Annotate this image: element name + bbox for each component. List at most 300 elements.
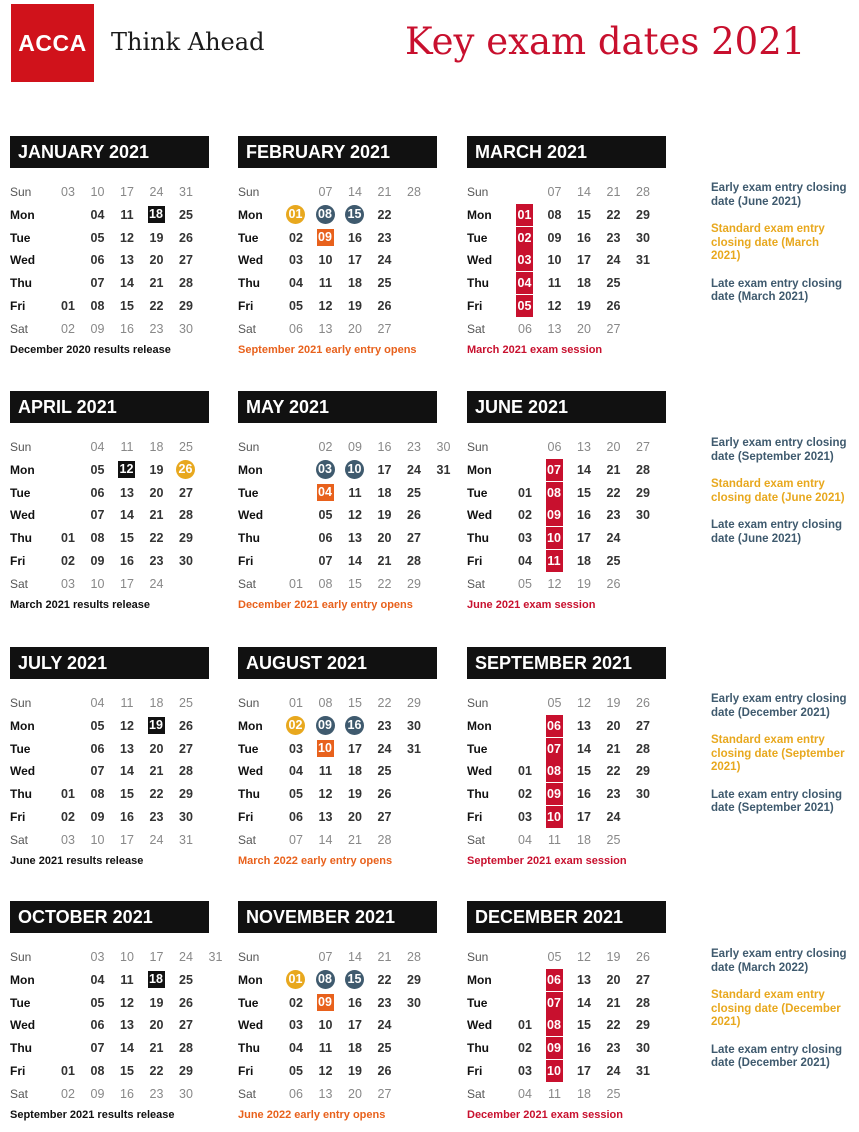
date-cell: 06	[289, 810, 303, 824]
month-august-2021	[238, 647, 448, 867]
date-cell: 21	[606, 462, 621, 477]
week-row-mon	[238, 459, 468, 481]
date-standard: 10	[318, 740, 332, 755]
date-cell: 21	[606, 995, 621, 1010]
date-cell: 17	[348, 253, 362, 268]
date-cell: 06	[90, 485, 105, 500]
date-cell: 28	[179, 1041, 193, 1056]
date-cell: 26	[377, 299, 392, 313]
date-cell: 28	[636, 462, 650, 477]
date-cell: 30	[636, 508, 650, 523]
week-row-tue	[467, 227, 697, 249]
day-label: Mon	[10, 462, 35, 477]
date-session: 09	[546, 1037, 563, 1059]
date-cell: 26	[407, 508, 421, 523]
day-label: Thu	[467, 1041, 489, 1056]
week-row-wed	[238, 249, 468, 271]
week-row-sun	[467, 436, 697, 458]
week-row-sat	[238, 573, 468, 595]
date-cell: 14	[120, 764, 134, 779]
day-label: Thu	[467, 276, 489, 291]
day-label: Wed	[10, 253, 36, 268]
date-cell: 11	[548, 832, 561, 847]
date-cell: 03	[518, 810, 532, 824]
date-cell: 10	[90, 576, 105, 591]
date-session: 03	[516, 249, 533, 271]
date-cell: 01	[518, 764, 532, 779]
date-late: 09	[316, 716, 335, 735]
date-cell: 21	[606, 741, 621, 756]
date-cell: 19	[377, 508, 392, 523]
month-january-2021	[10, 136, 220, 356]
week-row-tue	[10, 227, 240, 249]
date-cell: 21	[606, 185, 621, 199]
date-cell: 29	[407, 972, 421, 987]
date-cell: 08	[90, 787, 105, 802]
day-label: Sat	[238, 321, 257, 336]
date-cell: 26	[179, 995, 193, 1010]
date-cell: 21	[149, 764, 164, 779]
date-cell: 01	[61, 1064, 75, 1078]
date-cell: 20	[149, 1018, 164, 1033]
date-cell: 05	[90, 718, 105, 733]
date-cell: 20	[348, 1086, 362, 1101]
date-cell: 18	[348, 1041, 362, 1056]
date-cell: 06	[90, 1018, 105, 1033]
day-label: Mon	[467, 972, 492, 987]
date-cell: 11	[120, 696, 134, 710]
date-cell: 04	[518, 832, 532, 847]
month-grid	[238, 946, 448, 1121]
date-cell: 27	[179, 253, 193, 268]
date-cell: 20	[577, 321, 591, 336]
date-cell: 31	[436, 462, 451, 477]
date-cell: 07	[90, 508, 105, 523]
date-cell: 11	[120, 972, 134, 987]
day-label: Sat	[10, 321, 29, 336]
date-cell: 10	[318, 1018, 333, 1033]
date-cell: 08	[90, 1064, 105, 1078]
day-label: Wed	[10, 1018, 36, 1033]
date-cell: 07	[318, 950, 333, 964]
month-footer: December 2020 results release	[10, 344, 171, 356]
date-cell: 19	[149, 462, 164, 477]
date-cell: 30	[179, 1086, 193, 1101]
date-cell: 09	[547, 230, 562, 245]
day-label: Mon	[10, 207, 35, 222]
date-cell: 26	[377, 787, 392, 802]
date-cell: 22	[377, 972, 392, 987]
date-cell: 03	[61, 832, 75, 847]
date-cell: 06	[289, 1086, 303, 1101]
day-label: Sun	[467, 696, 489, 710]
date-cell: 15	[348, 696, 362, 710]
day-label: Sat	[467, 1086, 486, 1101]
date-cell: 29	[636, 207, 650, 222]
week-row-mon	[10, 459, 240, 481]
date-cell: 22	[606, 207, 621, 222]
date-late: 15	[345, 205, 364, 224]
date-cell: 23	[149, 810, 164, 824]
date-cell: 18	[577, 832, 591, 847]
week-row-thu	[10, 527, 240, 549]
week-row-thu	[238, 272, 468, 294]
week-row-sun	[467, 692, 697, 714]
date-cell: 22	[377, 576, 392, 591]
date-cell: 25	[606, 554, 621, 568]
date-cell: 07	[318, 185, 333, 199]
date-cell: 30	[636, 1041, 650, 1056]
date-cell: 30	[436, 440, 451, 454]
date-cell: 22	[606, 485, 621, 500]
week-row-wed	[238, 504, 468, 526]
week-row-mon	[238, 715, 468, 737]
date-cell: 25	[377, 1041, 392, 1056]
date-cell: 25	[377, 276, 392, 291]
week-row-mon	[10, 969, 240, 991]
day-label: Tue	[10, 741, 31, 756]
day-label: Sun	[238, 696, 260, 710]
date-cell: 15	[577, 485, 591, 500]
date-cell: 07	[318, 554, 333, 568]
date-cell: 25	[377, 764, 392, 779]
date-cell: 23	[606, 230, 621, 245]
date-early: 01	[286, 970, 305, 989]
month-june-2021	[467, 391, 677, 611]
week-row-sat	[10, 573, 240, 595]
date-cell: 04	[90, 440, 105, 454]
date-cell: 02	[518, 787, 532, 802]
date-cell: 20	[149, 485, 164, 500]
month-footer: June 2021 exam session	[467, 599, 596, 611]
day-label: Thu	[467, 787, 489, 802]
date-cell: 27	[377, 810, 392, 824]
date-late: 08	[316, 205, 335, 224]
date-cell: 29	[179, 299, 193, 313]
date-cell: 28	[407, 185, 421, 199]
week-row-mon	[238, 204, 468, 226]
day-label: Wed	[467, 508, 493, 523]
day-label: Tue	[238, 995, 259, 1010]
week-row-sat	[467, 1083, 697, 1105]
month-footer: March 2022 early entry opens	[238, 855, 393, 867]
day-label: Wed	[10, 508, 36, 523]
date-cell: 27	[179, 741, 193, 756]
date-cell: 28	[179, 276, 193, 291]
page-title: Key exam dates 2021	[405, 20, 806, 63]
date-cell: 14	[577, 185, 591, 199]
date-cell: 17	[348, 741, 362, 756]
date-cell: 15	[348, 576, 362, 591]
date-cell: 11	[318, 1041, 333, 1056]
date-cell: 12	[120, 995, 134, 1010]
date-cell: 15	[577, 764, 591, 779]
date-cell: 02	[61, 321, 75, 336]
legend-standard: Standard exam entry closing date (September 2021)	[711, 734, 845, 773]
date-cell: 23	[149, 554, 164, 568]
date-cell: 29	[636, 764, 650, 779]
day-label: Thu	[238, 1041, 260, 1056]
date-cell: 05	[547, 696, 562, 710]
month-header: NOVEMBER 2021	[238, 901, 437, 933]
date-cell: 03	[61, 185, 75, 199]
date-standard: 09	[318, 994, 332, 1009]
month-grid	[467, 436, 677, 611]
date-cell: 21	[149, 276, 164, 291]
week-row-sat	[10, 1083, 240, 1105]
date-cell: 02	[61, 810, 75, 824]
date-results: 19	[149, 717, 163, 732]
month-december-2021	[467, 901, 677, 1121]
date-late: 08	[316, 970, 335, 989]
week-row-fri	[238, 295, 468, 317]
date-cell: 12	[577, 696, 591, 710]
month-header: APRIL 2021	[10, 391, 209, 423]
month-february-2021	[238, 136, 448, 356]
date-cell: 20	[149, 253, 164, 268]
day-label: Thu	[467, 531, 489, 546]
date-cell: 28	[179, 764, 193, 779]
day-label: Sat	[10, 832, 29, 847]
date-cell: 29	[636, 485, 650, 500]
date-cell: 04	[90, 696, 105, 710]
date-cell: 29	[179, 1064, 193, 1078]
day-label: Sun	[10, 950, 32, 964]
date-cell: 22	[377, 696, 392, 710]
date-cell: 23	[149, 1086, 164, 1101]
week-row-thu	[238, 527, 468, 549]
date-cell: 16	[120, 810, 134, 824]
day-label: Sun	[10, 185, 32, 199]
week-row-sun	[10, 946, 240, 968]
week-row-tue	[238, 227, 468, 249]
date-cell: 14	[318, 832, 333, 847]
date-cell: 18	[348, 276, 362, 291]
date-cell: 12	[318, 787, 333, 802]
legend-late: Late exam entry closing date (December 2021)	[711, 1043, 843, 1069]
week-row-fri	[10, 295, 240, 317]
date-cell: 14	[120, 276, 134, 291]
date-cell: 27	[407, 531, 421, 546]
date-cell: 13	[318, 1086, 333, 1101]
date-cell: 03	[518, 531, 532, 546]
day-label: Mon	[467, 718, 492, 733]
date-cell: 10	[90, 185, 105, 199]
date-early: 26	[176, 460, 195, 479]
month-header: JULY 2021	[10, 647, 209, 679]
date-cell: 03	[90, 950, 105, 964]
date-cell: 29	[407, 576, 421, 591]
date-cell: 01	[518, 1018, 532, 1033]
date-cell: 31	[179, 832, 193, 847]
date-session: 08	[546, 1014, 563, 1036]
date-cell: 06	[547, 440, 562, 454]
week-row-thu	[10, 783, 240, 805]
date-cell: 10	[90, 832, 105, 847]
date-standard: 04	[318, 484, 332, 499]
day-label: Sun	[10, 696, 32, 710]
month-september-2021	[467, 647, 677, 867]
day-label: Wed	[238, 508, 264, 523]
day-label: Tue	[467, 485, 488, 500]
legend-early: Early exam entry closing date (March 2022)	[711, 948, 847, 974]
date-cell: 05	[318, 508, 333, 523]
date-cell: 06	[318, 531, 333, 546]
date-cell: 11	[120, 440, 134, 454]
date-cell: 02	[318, 440, 333, 454]
date-late: 03	[316, 460, 335, 479]
day-label: Fri	[10, 1064, 26, 1078]
date-cell: 13	[577, 972, 591, 987]
date-session: 10	[546, 527, 563, 549]
date-cell: 20	[348, 810, 362, 824]
date-cell: 14	[120, 508, 134, 523]
week-row-wed	[10, 504, 240, 526]
date-cell: 23	[606, 787, 621, 802]
date-cell: 24	[606, 810, 621, 824]
day-label: Sat	[467, 576, 486, 591]
date-cell: 16	[577, 1041, 591, 1056]
date-cell: 30	[636, 787, 650, 802]
date-cell: 22	[606, 764, 621, 779]
day-label: Fri	[10, 810, 26, 824]
month-grid	[238, 436, 451, 611]
date-cell: 13	[318, 810, 333, 824]
week-row-mon	[238, 969, 468, 991]
date-cell: 03	[61, 576, 75, 591]
date-cell: 02	[289, 995, 303, 1010]
date-cell: 23	[149, 321, 164, 336]
date-cell: 27	[377, 321, 392, 336]
week-row-sat	[238, 1083, 468, 1105]
date-cell: 08	[318, 576, 333, 591]
date-results: 18	[149, 971, 163, 986]
date-cell: 14	[348, 950, 362, 964]
date-cell: 11	[120, 207, 134, 222]
date-cell: 31	[179, 185, 193, 199]
month-march-2021	[467, 136, 677, 356]
date-cell: 02	[61, 1086, 75, 1101]
date-late: 10	[345, 460, 364, 479]
week-row-sat	[467, 829, 697, 851]
date-cell: 23	[606, 508, 621, 523]
date-cell: 21	[149, 508, 164, 523]
day-label: Sat	[467, 321, 486, 336]
week-row-thu	[238, 1037, 468, 1059]
week-row-sat	[467, 573, 697, 595]
month-grid	[467, 692, 677, 867]
date-cell: 17	[120, 576, 134, 591]
week-row-wed	[10, 760, 240, 782]
date-late: 15	[345, 970, 364, 989]
date-cell: 08	[318, 696, 333, 710]
day-label: Wed	[10, 764, 36, 779]
date-cell: 05	[90, 462, 105, 477]
date-cell: 11	[348, 485, 362, 500]
day-label: Sat	[238, 832, 257, 847]
date-cell: 11	[318, 764, 333, 779]
date-cell: 17	[348, 1018, 362, 1033]
day-label: Wed	[467, 1018, 493, 1033]
date-cell: 29	[179, 787, 193, 802]
day-label: Fri	[467, 1064, 483, 1078]
date-cell: 02	[518, 508, 532, 523]
date-cell: 16	[577, 230, 591, 245]
legend-late: Late exam entry closing date (June 2021)	[711, 519, 843, 545]
date-cell: 07	[90, 764, 105, 779]
date-cell: 14	[577, 741, 591, 756]
date-cell: 20	[348, 321, 362, 336]
day-label: Tue	[238, 485, 259, 500]
day-label: Fri	[238, 299, 254, 313]
week-row-fri	[238, 806, 468, 828]
date-cell: 15	[577, 207, 591, 222]
date-cell: 16	[577, 508, 591, 523]
date-cell: 16	[120, 1086, 134, 1101]
date-session: 10	[546, 806, 563, 828]
date-cell: 15	[120, 299, 134, 313]
week-row-sat	[238, 318, 468, 340]
date-results: 12	[119, 461, 134, 476]
week-row-mon	[467, 459, 697, 481]
date-cell: 16	[120, 321, 134, 336]
date-cell: 04	[289, 1041, 303, 1056]
week-row-fri	[10, 806, 240, 828]
day-label: Fri	[467, 299, 483, 313]
date-cell: 09	[90, 321, 105, 336]
day-label: Sat	[238, 1086, 257, 1101]
date-cell: 20	[606, 718, 621, 733]
date-cell: 08	[90, 299, 105, 313]
week-row-mon	[10, 204, 240, 226]
legend	[711, 693, 851, 830]
day-label: Fri	[10, 554, 26, 568]
day-label: Mon	[238, 462, 263, 477]
month-may-2021	[238, 391, 451, 611]
date-cell: 10	[547, 253, 562, 268]
month-header: JUNE 2021	[467, 391, 666, 423]
date-cell: 31	[407, 741, 421, 756]
acca-logo: ACCA	[11, 4, 94, 82]
month-grid	[238, 692, 448, 867]
week-row-tue	[467, 482, 697, 504]
legend-standard: Standard exam entry closing date (December 2021)	[711, 989, 841, 1028]
day-label: Mon	[238, 972, 263, 987]
month-footer: March 2021 results release	[10, 599, 151, 611]
date-cell: 07	[547, 185, 562, 199]
date-cell: 20	[606, 440, 621, 454]
date-session: 10	[546, 1060, 563, 1082]
date-cell: 07	[90, 276, 105, 291]
month-footer: September 2021 results release	[10, 1109, 175, 1121]
day-label: Wed	[238, 253, 264, 268]
date-session: 06	[546, 715, 563, 737]
day-label: Fri	[10, 299, 26, 313]
date-cell: 18	[577, 554, 591, 568]
day-label: Tue	[467, 995, 488, 1010]
week-row-tue	[10, 482, 240, 504]
date-cell: 01	[61, 787, 75, 802]
week-row-sun	[238, 946, 468, 968]
date-cell: 24	[179, 950, 193, 964]
legend-standard: Standard exam entry closing date (March 2021)	[711, 223, 825, 262]
week-row-tue	[238, 482, 468, 504]
week-row-sat	[238, 829, 468, 851]
date-cell: 23	[377, 230, 392, 245]
date-session: 04	[516, 272, 533, 294]
date-cell: 19	[577, 299, 591, 313]
date-cell: 10	[318, 253, 333, 268]
